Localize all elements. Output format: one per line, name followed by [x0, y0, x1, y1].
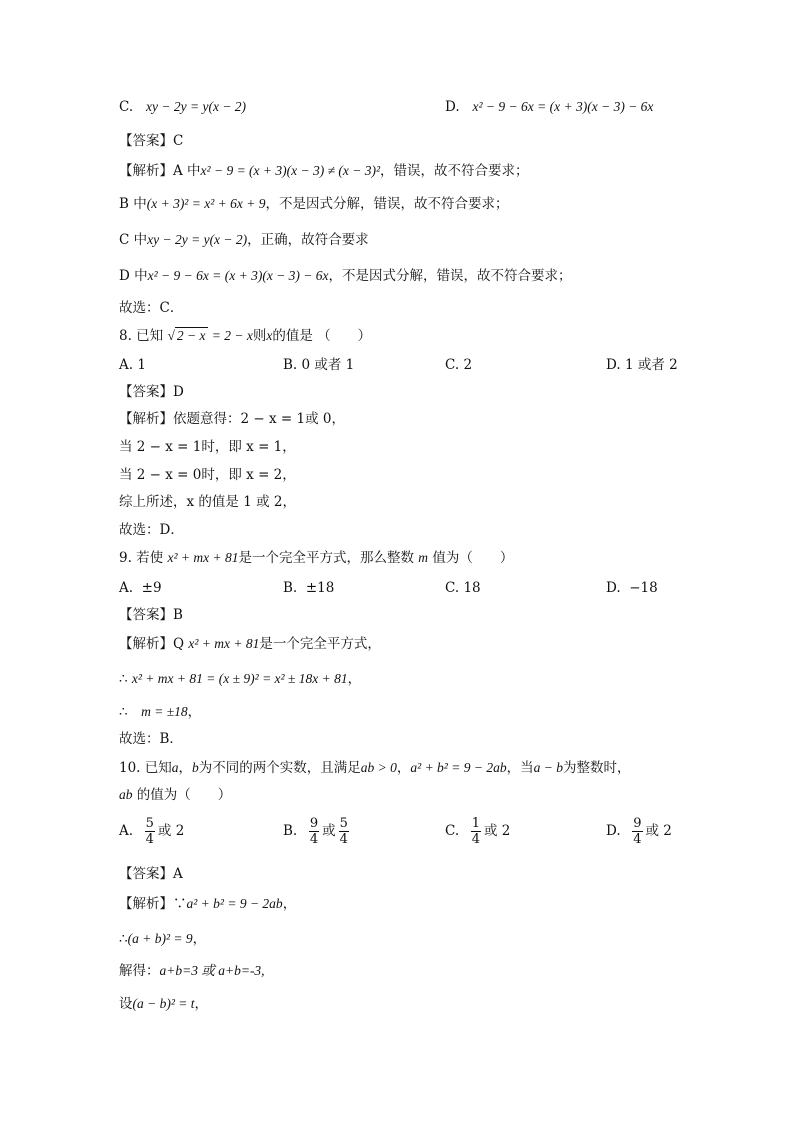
- q8-analysis-line-2: 当 2 − x = 1时，即 x = 1，: [119, 439, 296, 455]
- q9-analysis-line-3: ∴ m = ±18，: [119, 704, 202, 720]
- q9-option-c: C. 18: [445, 580, 481, 596]
- q10-analysis-line-1: 【解析】∵a² + b² = 9 − 2ab，: [119, 896, 297, 912]
- q7-choose: 故选：C．: [119, 300, 184, 316]
- option-label: D.: [445, 99, 460, 115]
- q9-option-d: D. −18: [606, 580, 658, 596]
- q9-analysis-line-1: 【解析】Q x² + mx + 81是一个完全平方式，: [119, 636, 381, 652]
- q10-analysis-line-3: 解得：a+b=3 或 a+b=-3,: [119, 963, 265, 979]
- fraction: $\frac{9}{4}$: [309, 816, 319, 847]
- q9-stem: 9. 若使 x² + mx + 81是一个完全平方式，那么整数 m 值为（ ）: [119, 550, 514, 566]
- q9-analysis-line-2: ∴ x² + mx + 81 = (x ± 9)² = x² ± 18x + 81，: [119, 671, 362, 687]
- q8-option-c: C. 2: [445, 357, 473, 373]
- q9-option-b: B. ±18: [283, 580, 335, 596]
- q10-stem-line-1: 10. 已知a，b为不同的两个实数，且满足ab > 0，a² + b² = 9 − 2ab，当a − b为整数时，: [119, 760, 631, 776]
- sqrt-expression: √ 2 − x: [167, 328, 206, 343]
- q10-option-c: C. $\frac{1}{4}$ 或 2: [445, 816, 511, 847]
- q9-answer: 【答案】B: [119, 607, 183, 623]
- q8-option-d: D. 1 或者 2: [606, 357, 678, 373]
- fraction: $\frac{1}{4}$: [471, 816, 481, 847]
- q7-analysis-line-3: C 中xy − 2y = y(x − 2)，正确，故符合要求: [119, 232, 369, 248]
- q7-option-d: [445, 97, 653, 117]
- option-expression: xy − 2y = y(x − 2): [146, 99, 247, 114]
- q10-option-b: B. $\frac{9}{4}$ 或 $\frac{5}{4}$: [283, 816, 348, 847]
- q8-choose: 故选：D．: [119, 522, 184, 538]
- q8-answer: 【答案】D: [119, 384, 184, 400]
- q8-analysis-line-1: 【解析】依题意得：2 − x = 1或 0，: [119, 411, 345, 427]
- q10-analysis-line-2: ∴(a + b)² = 9，: [119, 931, 207, 947]
- q10-answer: 【答案】A: [119, 866, 183, 882]
- q7-analysis-line-4: D 中x² − 9 − 6x = (x + 3)(x − 3) − 6x，不是因式分解，错误，故不符合要求；: [119, 268, 572, 284]
- q10-analysis-line-4: 设(a − b)² = t，: [119, 996, 209, 1012]
- q9-option-a: A. ±9: [119, 580, 162, 596]
- q8-option-b: B. 0 或者 1: [283, 357, 355, 373]
- q10-option-d: D. $\frac{9}{4}$ 或 2: [606, 816, 672, 847]
- q7-analysis-line-1: 【解析】A 中x² − 9 = (x + 3)(x − 3) ≠ (x − 3)²，错误，故不符合要求；: [119, 163, 529, 179]
- fraction: $\frac{5}{4}$: [339, 816, 348, 847]
- fraction: $\frac{9}{4}$: [633, 816, 642, 847]
- q8-analysis-line-3: 当 2 − x = 0时，即 x = 2，: [119, 467, 296, 483]
- q8-stem: 8. 已知 √ 2 − x = 2 − x则x的值是 （ ）: [119, 328, 372, 344]
- q9-choose: 故选：B．: [119, 731, 183, 747]
- fraction: $\frac{5}{4}$: [145, 816, 154, 847]
- q8-option-a: A. 1: [119, 357, 146, 373]
- q10-stem-line-2: ab 的值为（ ）: [119, 787, 232, 803]
- q7-analysis-line-2: B 中(x + 3)² = x² + 6x + 9，不是因式分解，错误，故不符合要求；: [119, 196, 509, 212]
- option-label: C.: [119, 99, 134, 115]
- q8-analysis-line-4: 综上所述，x 的值是 1 或 2，: [119, 494, 296, 510]
- q7-answer: 【答案】C: [119, 133, 184, 149]
- option-expression: x² − 9 − 6x = (x + 3)(x − 3) − 6x: [472, 99, 654, 114]
- q10-option-a: A. $\frac{5}{4}$ 或 2: [119, 816, 185, 847]
- q7-option-c: [119, 97, 246, 117]
